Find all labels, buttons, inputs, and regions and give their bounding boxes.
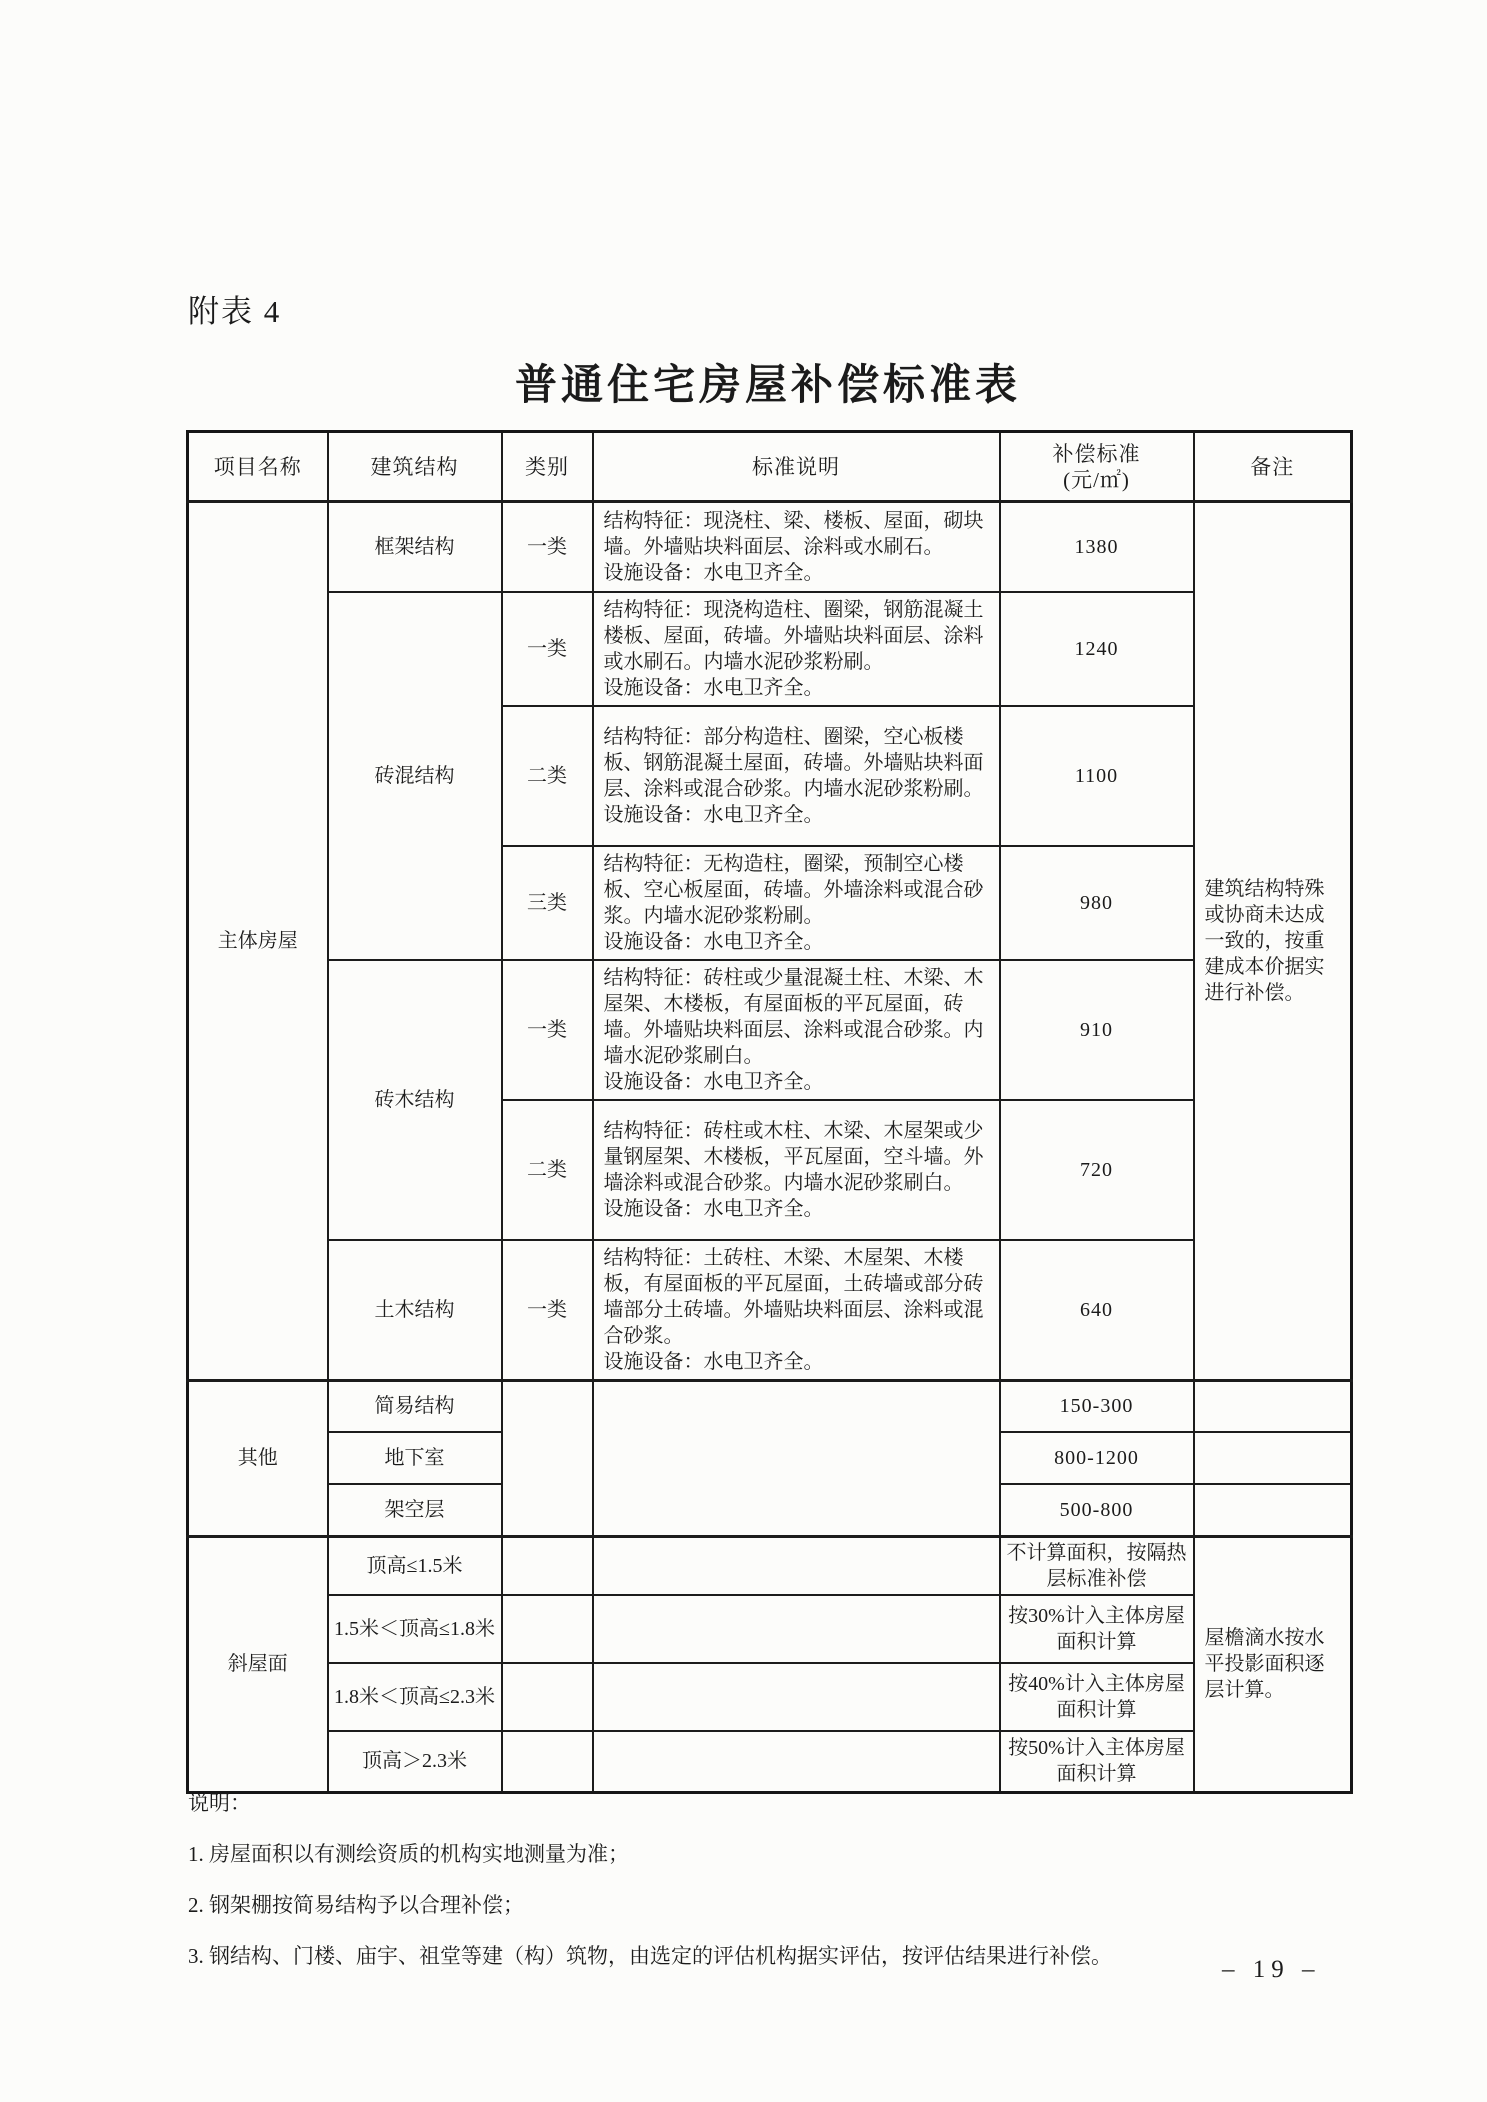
category-cell-4: 一类 bbox=[502, 960, 593, 1100]
desc-cell-0 bbox=[593, 502, 1000, 592]
header-remark: 备注 bbox=[1194, 432, 1352, 502]
remark-cell-sloped: 屋檐滴水按水平投影面积逐层计算。 bbox=[1194, 1536, 1352, 1793]
desc-facility-2: 设施设备：水电卫齐全。 bbox=[603, 803, 824, 826]
category-cell-6: 一类 bbox=[502, 1240, 593, 1381]
page-title: 普通住宅房屋补偿标准表 bbox=[514, 363, 1021, 409]
table-row-sloped-1 bbox=[188, 1536, 1352, 1595]
price-cell-3: 980 bbox=[1000, 846, 1194, 960]
remark-cell-basement-empty bbox=[1194, 1432, 1352, 1484]
category-cell-5: 二类 bbox=[502, 1100, 593, 1240]
desc-facility-6: 设施设备：水电卫齐全。 bbox=[603, 1350, 824, 1373]
price-cell-simple: 150-300 bbox=[1000, 1380, 1194, 1432]
category-cell-0: 一类 bbox=[502, 502, 593, 592]
desc-cell-2 bbox=[593, 706, 1000, 846]
project-cell-sloped: 斜屋面 bbox=[188, 1536, 328, 1793]
category-cell-other-empty bbox=[502, 1380, 593, 1536]
desc-cell-other-empty bbox=[593, 1380, 1000, 1536]
desc-feature-6: 结构特征：土砖柱、木梁、木屋架、木楼板，有屋面板的平瓦屋面，土砖墙或部分砖墙部分土砖墙。外墙贴块料面层、涂料或混合砂浆。 bbox=[603, 1246, 984, 1347]
price-cell-6: 640 bbox=[1000, 1240, 1194, 1381]
structure-cell-simple: 简易结构 bbox=[328, 1380, 502, 1432]
project-cell-other: 其他 bbox=[188, 1380, 328, 1536]
category-cell-sloped-1-empty bbox=[502, 1595, 593, 1663]
category-cell-1: 一类 bbox=[502, 592, 593, 706]
desc-facility-3: 设施设备：水电卫齐全。 bbox=[603, 930, 824, 953]
desc-feature-4: 结构特征：砖柱或少量混凝土柱、木梁、木屋架、木楼板，有屋面板的平瓦屋面，砖墙。外墙贴块料面层、涂料或混合砂浆。内墙水泥砂浆刷白。 bbox=[603, 966, 984, 1067]
header-category: 类别 bbox=[502, 432, 593, 502]
price-cell-sloped-3: 按50%计入主体房屋面积计算 bbox=[1000, 1731, 1194, 1793]
price-cell-sloped-0: 不计算面积，按隔热层标准补偿 bbox=[1000, 1536, 1194, 1595]
project-cell-main: 主体房屋 bbox=[188, 502, 328, 1381]
table-row-simple-structure bbox=[188, 1380, 1352, 1432]
structure-cell-brick-concrete: 砖混结构 bbox=[328, 592, 502, 960]
desc-feature-2: 结构特征：部分构造柱、圈梁，空心板楼板、钢筋混凝土屋面，砖墙。外墙贴块料面层、涂料或混合砂浆。内墙水泥砂浆粉刷。 bbox=[603, 725, 984, 800]
desc-feature-0: 结构特征：现浇柱、梁、楼板、屋面，砌块墙。外墙贴块料面层、涂料或水刷石。 bbox=[603, 509, 984, 558]
desc-cell-5 bbox=[593, 1100, 1000, 1240]
header-structure: 建筑结构 bbox=[328, 432, 502, 502]
structure-cell-sloped-0: 顶高≤1.5米 bbox=[328, 1536, 502, 1595]
desc-cell-sloped-0-empty bbox=[593, 1536, 1000, 1595]
table-row-earth-wood bbox=[188, 1240, 1352, 1381]
price-cell-stilt: 500-800 bbox=[1000, 1484, 1194, 1536]
header-price-line2: (元/㎡) bbox=[1063, 467, 1130, 492]
category-cell-3: 三类 bbox=[502, 846, 593, 960]
category-cell-sloped-0-empty bbox=[502, 1536, 593, 1595]
header-project: 项目名称 bbox=[188, 432, 328, 502]
desc-cell-6 bbox=[593, 1240, 1000, 1381]
note-item-2: 2. 钢架棚按简易结构予以合理补偿； bbox=[188, 1893, 524, 1917]
desc-feature-1: 结构特征：现浇构造柱、圈梁，钢筋混凝土楼板、屋面，砖墙。外墙贴块料面层、涂料或水刷石。内墙水泥砂浆粉刷。 bbox=[603, 598, 984, 673]
desc-facility-4: 设施设备：水电卫齐全。 bbox=[603, 1070, 824, 1093]
desc-cell-sloped-3-empty bbox=[593, 1731, 1000, 1793]
category-cell-sloped-2-empty bbox=[502, 1663, 593, 1731]
desc-cell-sloped-1-empty bbox=[593, 1595, 1000, 1663]
structure-cell-stilt: 架空层 bbox=[328, 1484, 502, 1536]
price-cell-sloped-2: 按40%计入主体房屋面积计算 bbox=[1000, 1663, 1194, 1731]
header-description: 标准说明 bbox=[593, 432, 1000, 502]
compensation-table bbox=[186, 430, 1353, 1794]
price-cell-basement: 800-1200 bbox=[1000, 1432, 1194, 1484]
structure-cell-basement: 地下室 bbox=[328, 1432, 502, 1484]
desc-feature-5: 结构特征：砖柱或木柱、木梁、木屋架或少量钢屋架、木楼板，平瓦屋面，空斗墙。外墙涂料或混合砂浆。内墙水泥砂浆刷白。 bbox=[603, 1119, 984, 1194]
structure-cell-sloped-1: 1.5米＜顶高≤1.8米 bbox=[328, 1595, 502, 1663]
remark-cell-main: 建筑结构特殊或协商未达成一致的，按重建成本价据实进行补偿。 bbox=[1194, 502, 1352, 1381]
table-header-row bbox=[188, 432, 1352, 502]
notes-section bbox=[188, 1790, 1288, 1994]
table-row-brick-concrete-1 bbox=[188, 592, 1352, 706]
attachment-label: 附表 4 bbox=[188, 294, 282, 329]
desc-facility-5: 设施设备：水电卫齐全。 bbox=[603, 1197, 824, 1220]
desc-cell-3 bbox=[593, 846, 1000, 960]
notes-label: 说明： bbox=[188, 1791, 251, 1815]
table-row-sloped-4 bbox=[188, 1731, 1352, 1793]
desc-cell-1 bbox=[593, 592, 1000, 706]
price-cell-0: 1380 bbox=[1000, 502, 1194, 592]
desc-facility-0: 设施设备：水电卫齐全。 bbox=[603, 561, 824, 584]
note-item-3: 3. 钢结构、门楼、庙宇、祖堂等建（构）筑物，由选定的评估机构据实评估，按评估结果进行补偿。 bbox=[188, 1944, 1112, 1968]
structure-cell-sloped-3: 顶高＞2.3米 bbox=[328, 1731, 502, 1793]
note-item-1: 1. 房屋面积以有测绘资质的机构实地测量为准； bbox=[188, 1842, 629, 1866]
price-cell-sloped-1: 按30%计入主体房屋面积计算 bbox=[1000, 1595, 1194, 1663]
desc-cell-sloped-2-empty bbox=[593, 1663, 1000, 1731]
table-row-sloped-3 bbox=[188, 1663, 1352, 1731]
table-row-sloped-2 bbox=[188, 1595, 1352, 1663]
price-cell-2: 1100 bbox=[1000, 706, 1194, 846]
category-cell-2: 二类 bbox=[502, 706, 593, 846]
desc-feature-3: 结构特征：无构造柱，圈梁，预制空心楼板、空心板屋面，砖墙。外墙涂料或混合砂浆。内墙水泥砂浆粉刷。 bbox=[603, 852, 984, 927]
structure-cell-brick-wood: 砖木结构 bbox=[328, 960, 502, 1240]
header-price-line1: 补偿标准 bbox=[1052, 441, 1141, 466]
table-row-brick-wood-1 bbox=[188, 960, 1352, 1100]
desc-cell-4 bbox=[593, 960, 1000, 1100]
structure-cell-sloped-2: 1.8米＜顶高≤2.3米 bbox=[328, 1663, 502, 1731]
structure-cell-frame: 框架结构 bbox=[328, 502, 502, 592]
price-cell-4: 910 bbox=[1000, 960, 1194, 1100]
price-cell-5: 720 bbox=[1000, 1100, 1194, 1240]
page-number: – 19 – bbox=[1222, 1956, 1321, 1983]
price-cell-1: 1240 bbox=[1000, 592, 1194, 706]
structure-cell-earth-wood: 土木结构 bbox=[328, 1240, 502, 1381]
remark-cell-stilt-empty bbox=[1194, 1484, 1352, 1536]
table-row-frame-1 bbox=[188, 502, 1352, 592]
header-price bbox=[1000, 432, 1194, 502]
desc-facility-1: 设施设备：水电卫齐全。 bbox=[603, 676, 824, 699]
remark-cell-simple-empty bbox=[1194, 1380, 1352, 1432]
category-cell-sloped-3-empty bbox=[502, 1731, 593, 1793]
